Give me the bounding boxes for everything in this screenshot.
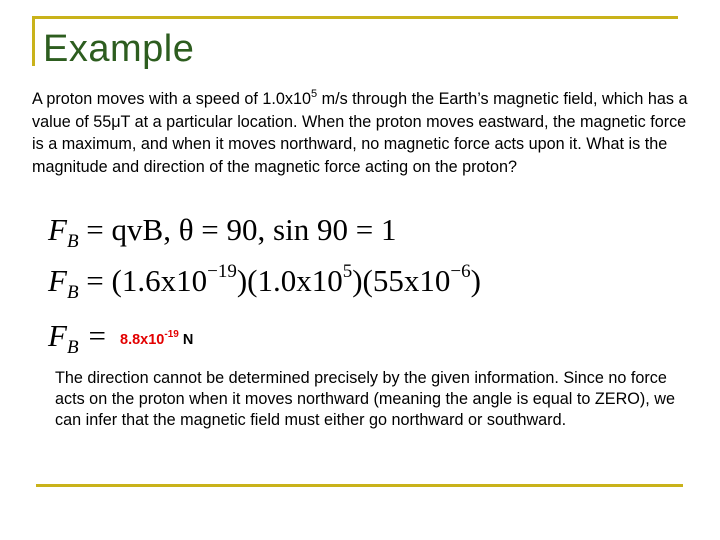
top-border-line bbox=[32, 16, 678, 19]
force-subscript: B bbox=[66, 282, 79, 303]
conclusion-text: The direction cannot be determined precisely by the given information. Since no force acts on the proton when it moves northward (meaning the angle is equal to ZERO), we can infer that the magnetic field must either go northward or southward. bbox=[55, 369, 675, 430]
left-border-line bbox=[32, 16, 35, 66]
charge-factor: = (1.6x10 bbox=[78, 263, 208, 298]
problem-text-part2: m/s through the Earth’s magnetic field, which has a value of 55 bbox=[32, 90, 688, 131]
problem-text-part3: T at a particular location. When the proton moves eastward, the magnetic force is a maximum, and when it moves northward, no magnetic force acts upon it. What is the magnitude and direction of the magnetic force acting on the proton? bbox=[32, 112, 687, 176]
problem-text-part1: A proton moves with a speed of 1.0x10 bbox=[32, 90, 311, 108]
equation-substitution bbox=[48, 261, 481, 303]
force-symbol: F bbox=[48, 263, 67, 298]
closing-paren: ) bbox=[470, 263, 481, 298]
field-factor: )(55x10 bbox=[352, 263, 451, 298]
bottom-border-line bbox=[36, 484, 683, 487]
answer-exponent: -19 bbox=[164, 329, 179, 341]
speed-factor-exponent: 5 bbox=[342, 261, 353, 282]
force-symbol: F bbox=[48, 318, 67, 353]
equation-text: = qvB, θ = 90, sin 90 = 1 bbox=[78, 212, 397, 247]
force-subscript: B bbox=[66, 337, 79, 358]
field-exponent: −6 bbox=[450, 261, 471, 282]
slide-title: Example bbox=[43, 28, 195, 70]
speed-exponent: 5 bbox=[310, 87, 318, 100]
equation-result bbox=[48, 318, 107, 358]
equals-sign: = bbox=[88, 318, 107, 353]
force-subscript: B bbox=[66, 231, 79, 252]
answer-value bbox=[120, 329, 194, 348]
answer-mantissa: 8.8x10 bbox=[120, 332, 165, 348]
problem-statement bbox=[32, 88, 692, 178]
force-symbol: F bbox=[48, 212, 67, 247]
speed-factor: )(1.0x10 bbox=[236, 263, 343, 298]
charge-exponent: −19 bbox=[207, 261, 237, 282]
mu-symbol: μ bbox=[111, 112, 121, 131]
answer-unit: N bbox=[178, 332, 194, 348]
equation-force-formula bbox=[48, 212, 397, 252]
